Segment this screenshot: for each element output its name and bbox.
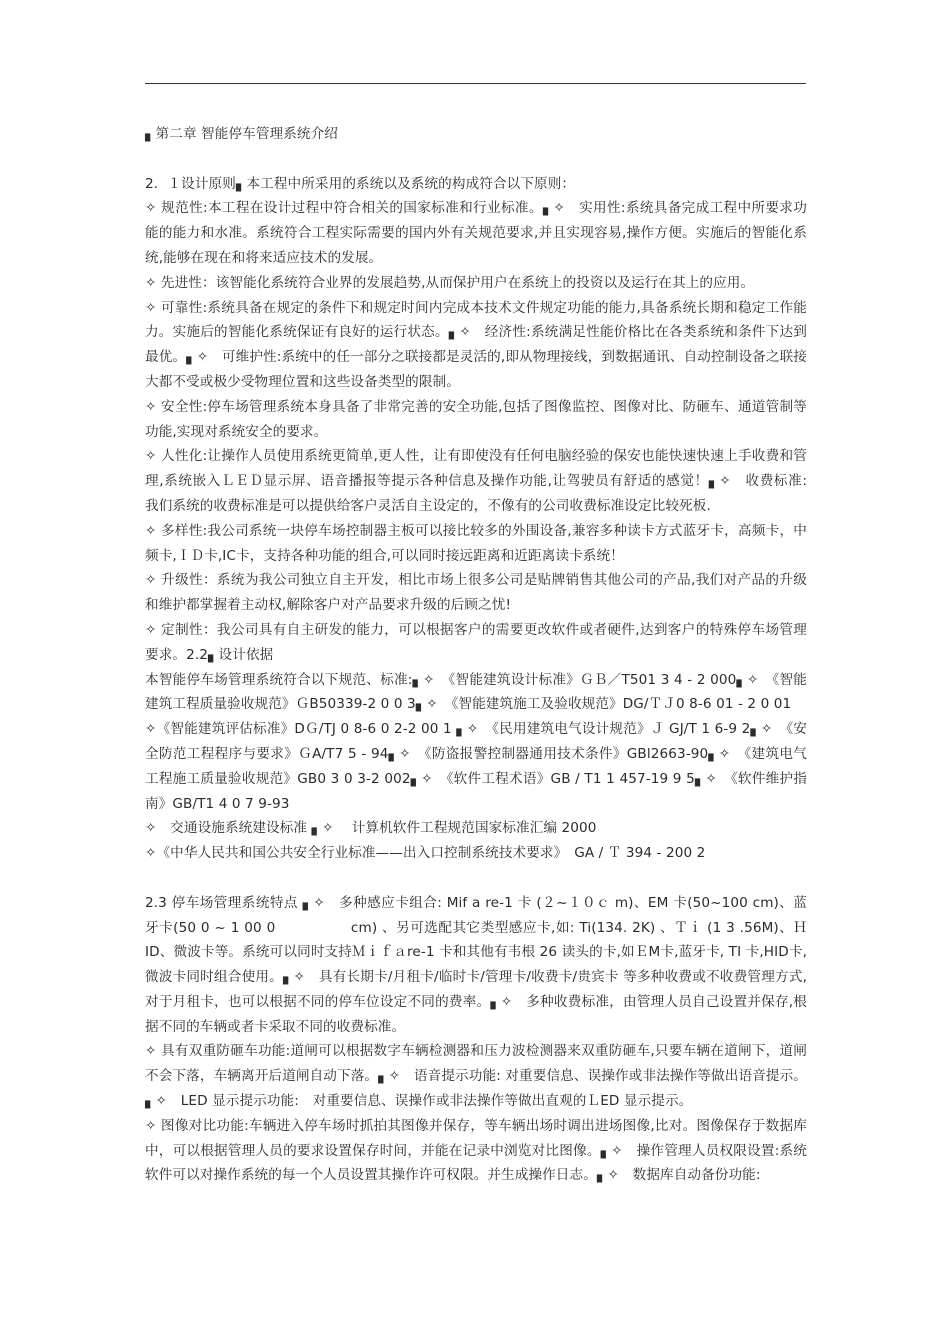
document-body	[145, 122, 826, 1188]
paragraph-standardization: ✧ 规范性:本工程在设计过程中符合相关的国家标准和行业标准。▖✧ 实用性:系统具备完成工程中所要求功能的能力和水准。系统符合工程实际需要的国内外有关规范要求,并且实现容易,操作方便。实施后的智能化系统,能够在现在和将来适应技术的发展。	[145, 200, 807, 266]
paragraph-security: ✧ 安全性:停车场管理系统本身具备了非常完善的安全功能,包括了图像监控、图像对比、防砸车、通道管制等功能,实现对系统安全的要求。	[145, 398, 807, 440]
paragraph-traffic-standards: ✧ 交通设施系统建设标准 ▖✧ 计算机软件工程规范国家标准汇编 2000	[145, 820, 597, 837]
paragraph-standards-list-2: ✧《智能建筑评估标准》DＧ/TJ 0 8-6 0 2-2 00 1 ▖✧ 《民用建筑电气设计规范》Ｊ GJ/T 1 6-9 2▖✧ 《安全防范工程程序与要求》ＧA/T7 5 - 94▖✧ 《防盗报警控制器通用技术条件》GBl2663-90▖✧ 《建筑电气工程施工质量验收规范》GB0 3 0 3-2 002▖✧ 《软件工程术语》GB / T1 1 457-19 9 5▖✧ 《软件维护指南》GB/T1 4 0 7 9-93	[145, 721, 807, 812]
paragraph-design-principles: 2．１设计原则▖本工程中所采用的系统以及系统的构成符合以下原则：	[145, 175, 576, 192]
paragraph-humanization: ✧ 人性化:让操作人员使用系统更简单,更人性，让有即使没有任何电脑经验的保安也能快速快速上手收费和管理,系统嵌入ＬＥＤ显示屏、语音播报等提示各种信息及操作功能,让驾驶员有舒适的感觉！▖✧ 收费标准: 我们系统的收费标准是可以提供给客户灵活自主设定的，不像有的公司收费标准设定比较死板.	[145, 448, 826, 514]
paragraph-public-safety-standard: ✧《中华人民共和国公共安全行业标准——出入口控制系统技术要求》 GA / Ｔ 394 - 200 2	[145, 845, 706, 862]
paragraph-upgradability: ✧ 升级性：系统为我公司独立自主开发，相比市场上很多公司是贴牌销售其他公司的产品,我们对产品的升级和维护都掌握着主动权,解除客户对产品要求升级的后顾之忧!	[145, 572, 807, 614]
paragraph-standards-list: 本智能停车场管理系统符合以下规范、标准:▖✧ 《智能建筑设计标准》ＧＢ／T501 3 4 - 2 000▖✧ 《智能建筑工程质量验收规范》ＧB50339-2 0 0 3▖✧ 《智能建筑施工及验收规范》DG/ＴＪ0 8-6 01 - 2 0 01	[145, 671, 807, 713]
paragraph-image-compare: ✧ 图像对比功能:车辆进入停车场时抓拍其图像并保存，等车辆出场时调出进场图像,比对。图像保存于数据库中，可以根据管理人员的要求设置保存时间，并能在记录中浏览对比图像。▖✧ 操作管理人员权限设置:系统软件可以对操作系统的每一个人员设置其操作许可权限。并生成操作日志。▖✧ 数据库自动备份功能:	[145, 1117, 807, 1184]
chapter-title: ▖第二章 智能停车管理系统介绍	[145, 126, 338, 142]
paragraph-reliability: ✧ 可靠性:系统具备在规定的条件下和规定时间内完成本技术文件规定功能的能力,具备系统长期和稳定工作能力。实施后的智能化系统保证有良好的运行状态。▖✧ 经济性:系统满足性能价格比在各类系统和条件下达到最优。▖✧ 可维护性:系统中的任一部分之联接都是灵活的,即从物理接线，到数据通讯、自动控制设备之联接大都不受或极少受物理位置和这些设备类型的限制。	[145, 299, 807, 390]
paragraph-anti-smash: ✧ 具有双重防砸车功能:道闸可以根据数字车辆检测器和压力波检测器来双重防砸车,只要车辆在道闸下，道闸不会下落，车辆离开后道闸自动下落。▖✧ 语音提示功能: 对重要信息、误操作或非法操作等做出语音提示。▖✧ LED 显示提示功能: 对重要信息、误操作或非法操作等做出直观的ＬED 显示提示。	[145, 1043, 807, 1110]
paragraph-customization: ✧ 定制性：我公司具有自主研发的能力，可以根据客户的需要更改软件或者硬件,达到客户的特殊停车场管理要求。2.2▖设计依据	[145, 621, 807, 663]
paragraph-advancement: ✧ 先进性：该智能化系统符合业界的发展趋势,从而保护用户在系统上的投资以及运行在其上的应用。	[145, 274, 755, 291]
header-rule	[145, 83, 806, 84]
paragraph-system-features: 2.3 停车场管理系统特点 ▖✧ 多种感应卡组合: Mif a re-1 卡 (２~１０ｃ m)、EM 卡(50~100 cm)、蓝牙卡(50 0 ~ 1 00 0 cm) 、另可选配其它类型感应卡,如: Ti(134. 2K) 、Ｔｉ (1 3 .56M)、ＨID、微波卡等。系统可以同时支持Ｍｉｆａre-1 卡和其他有韦根 26 读头的卡,如ＥM卡,蓝牙卡, TI 卡,HID卡,微波卡同时组合使用。▖✧ 具有长期卡/月租卡/临时卡/管理卡/收费卡/贵宾卡 等多种收费或不收费管理方式,对于月租卡，也可以根据不同的停车位设定不同的费率。▖✧ 多种收费标准，由管理人员自己设置并保存,根据不同的车辆或者卡采取不同的收费标准。	[145, 894, 807, 1035]
paragraph-diversity: ✧ 多样性:我公司系统一块停车场控制器主板可以接比较多的外围设备,兼容多种读卡方式蓝牙卡，高频卡，中频卡,ＩＤ卡,IC卡，支持各种功能的组合,可以同时接远距离和近距离读卡系统！	[145, 522, 807, 564]
